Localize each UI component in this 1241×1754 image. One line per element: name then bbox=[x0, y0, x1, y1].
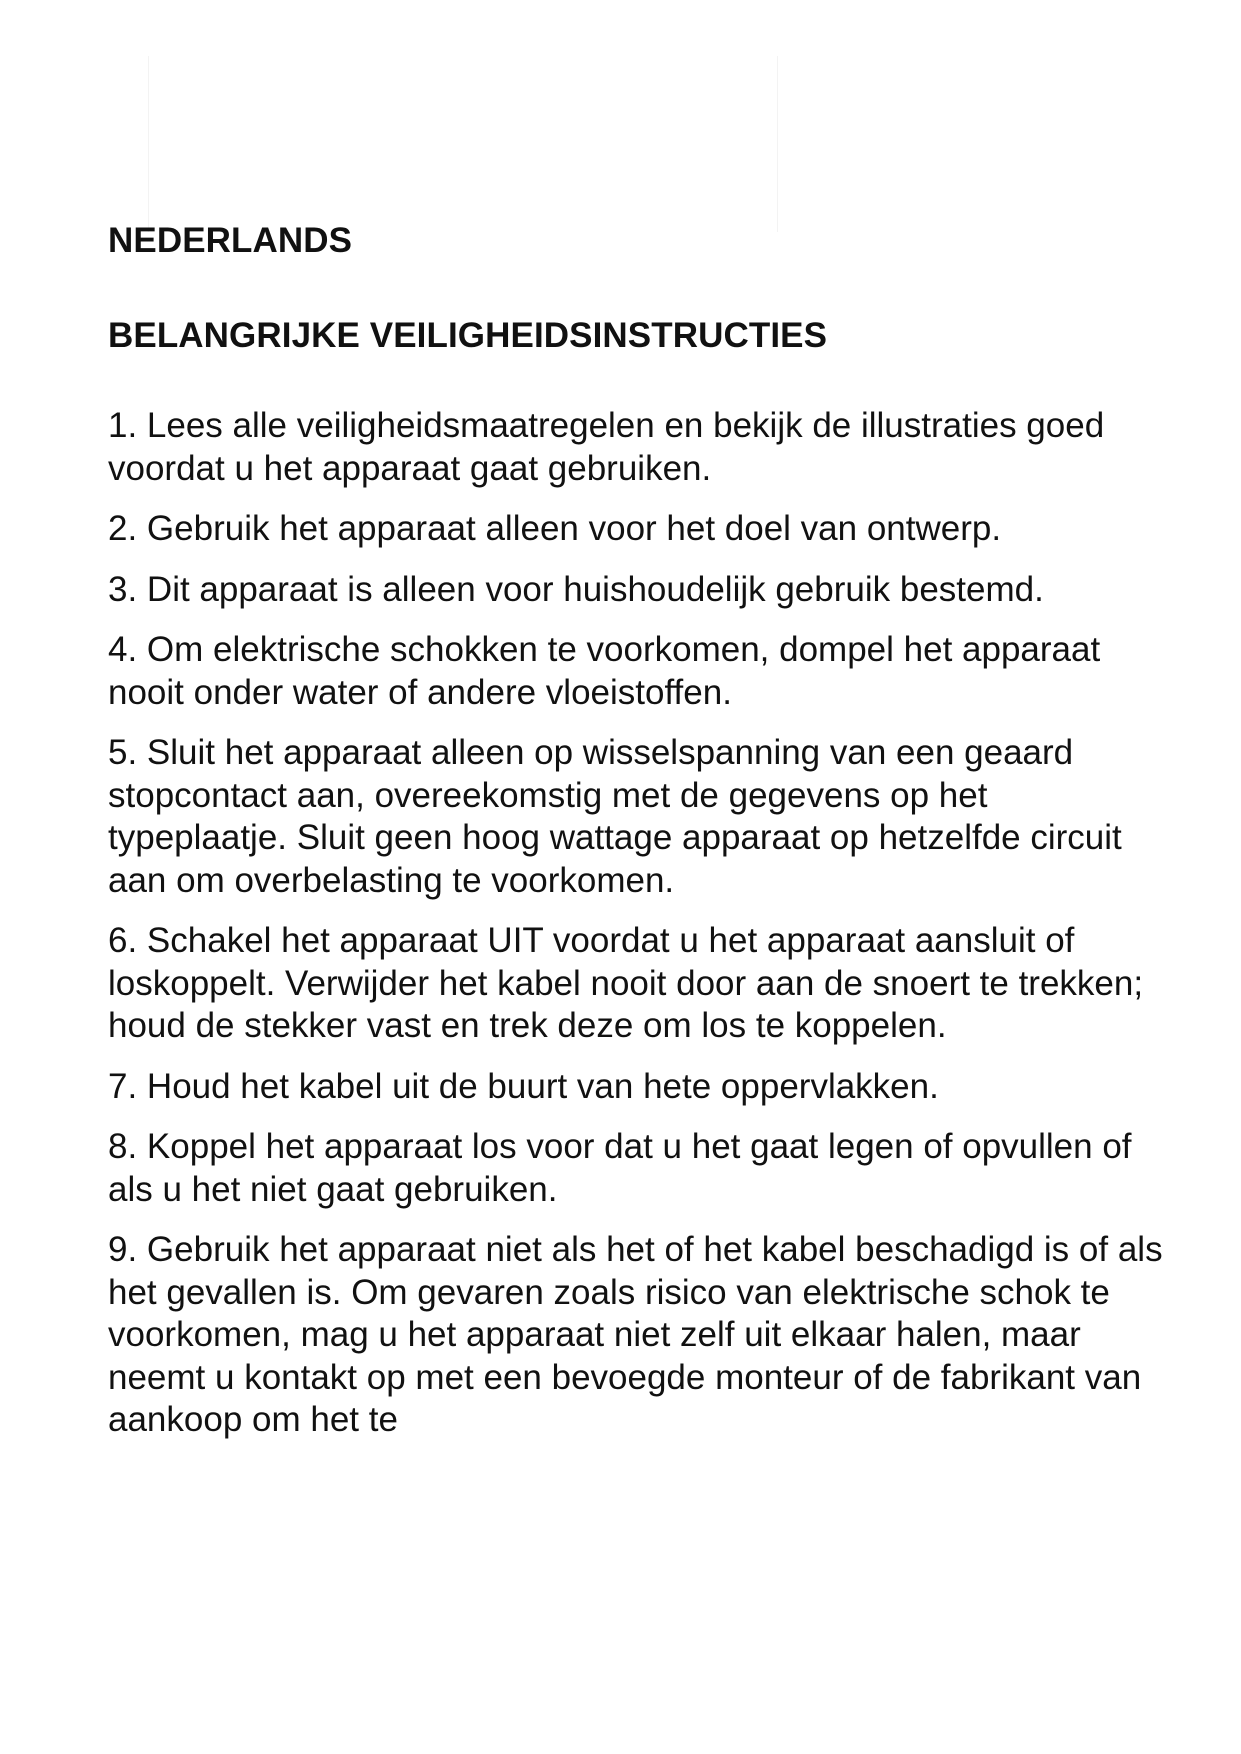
language-heading: NEDERLANDS bbox=[108, 221, 353, 260]
instruction-item-7: 7. Houd het kabel uit de buurt van hete oppervlakken. bbox=[108, 1066, 939, 1106]
instruction-item-5: 5. Sluit het apparaat alleen op wisselspanning van een geaard stopcontact aan, overeekomstig met de gegevens op het typeplaatje. Sluit geen hoog wattage apparaat op hetzelfde circuit aan om overbelasting te voorkomen. bbox=[108, 733, 1122, 900]
instruction-item-9: 9. Gebruik het apparaat niet als het of het kabel beschadigd is of als het gevallen is. Om gevaren zoals risico van elektrische schok te voorkomen, mag u het apparaat niet zelf uit elkaar halen, maar neemt u kontakt op met een bevoegde monteur of de fabrikant van aankoop om het te bbox=[108, 1230, 1163, 1439]
instruction-item-2: 2. Gebruik het apparaat alleen voor het doel van ontwerp. bbox=[108, 509, 1002, 548]
instruction-item-4: 4. Om elektrische schokken te voorkomen, dompel het apparaat nooit onder water of andere vloeistoffen. bbox=[108, 630, 1101, 712]
instruction-item-3: 3. Dit apparaat is alleen voor huishoudelijk gebruik bestemd. bbox=[108, 569, 1044, 609]
scan-artifact bbox=[148, 56, 778, 232]
instruction-item-1: 1. Lees alle veiligheidsmaatregelen en bekijk de illustraties goed voordat u het apparaat gaat gebruiken. bbox=[108, 406, 1105, 488]
document-content bbox=[108, 218, 1168, 1460]
safety-instructions-list bbox=[108, 405, 1168, 1442]
instruction-item-6: 6. Schakel het apparaat UIT voordat u het apparaat aansluit of loskoppelt. Verwijder het kabel nooit door aan de snoert te trekken; houd de stekker vast en trek deze om los te koppelen. bbox=[108, 921, 1144, 1045]
instruction-item-8: 8. Koppel het apparaat los voor dat u het gaat legen of opvullen of als u het niet gaat gebruiken. bbox=[108, 1127, 1132, 1209]
section-heading: BELANGRIJKE VEILIGHEIDSINSTRUCTIES bbox=[108, 316, 828, 355]
